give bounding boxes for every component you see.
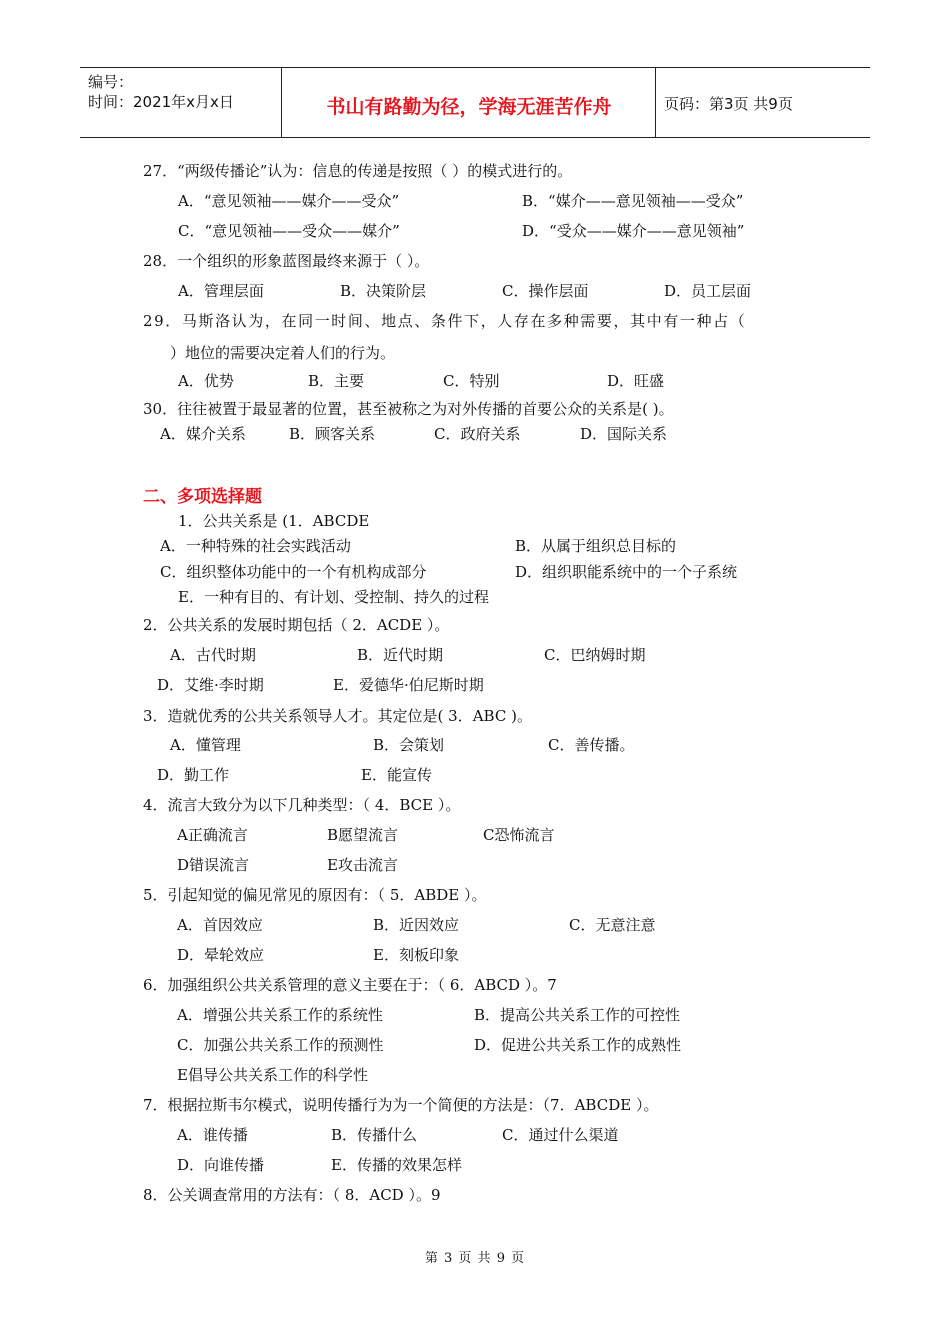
option-m6d: D．促进公共关系工作的成熟性 xyxy=(474,1036,682,1054)
option-m3b: B．会策划 xyxy=(373,736,445,754)
option-m4e: E攻击流言 xyxy=(327,856,398,874)
option-m3e: E．能宣传 xyxy=(361,766,432,784)
question-29: 29．马斯洛认为，在同一时间、地点、条件下，人存在多种需要，其中有一种占（ xyxy=(143,312,747,330)
question-30: 30．往往被置于最显著的位置，甚至被称之为对外传播的首要公众的关系是( )。 xyxy=(143,400,674,418)
option-m7b: B．传播什么 xyxy=(331,1126,418,1144)
option-m7e: E．传播的效果怎样 xyxy=(331,1156,462,1174)
header-motto: 书山有路勤为径，学海无涯苦作舟 xyxy=(326,96,612,118)
option-m1c: C．组织整体功能中的一个有机构成部分 xyxy=(160,563,427,581)
mq-8: 8．公关调查常用的方法有：（ 8．ACD ）。9 xyxy=(143,1186,441,1204)
serial-label: 编号： xyxy=(88,73,134,91)
option-m7d: D．向谁传播 xyxy=(177,1156,265,1174)
option-m5c: C．无意注意 xyxy=(569,916,656,934)
mq-4: 4．流言大致分为以下几种类型：（ 4．BCE ）。 xyxy=(143,796,461,814)
option-m1e: E．一种有目的、有计划、受控制、持久的过程 xyxy=(178,588,489,606)
option-29d: D．旺盛 xyxy=(607,372,665,390)
page-label: 页码：第3页 共9页 xyxy=(664,95,793,113)
question-27: 27．“两级传播论”认为：信息的传递是按照（ ）的模式进行的。 xyxy=(143,162,573,180)
mq-5: 5．引起知觉的偏见常见的原因有：（ 5．ABDE ）。 xyxy=(143,886,487,904)
option-m2e: E．爱德华·伯尼斯时期 xyxy=(333,676,484,694)
option-m2a: A．古代时期 xyxy=(170,646,256,664)
header-divider xyxy=(655,68,656,137)
option-29b: B．主要 xyxy=(308,372,365,390)
option-m1b: B．从属于组织总目标的 xyxy=(515,537,677,555)
option-m3d: D．勤工作 xyxy=(157,766,230,784)
option-28c: C．操作层面 xyxy=(502,282,589,300)
option-m7a: A．谁传播 xyxy=(177,1126,248,1144)
option-28b: B．决策阶层 xyxy=(340,282,427,300)
option-m5d: D．晕轮效应 xyxy=(177,946,265,964)
option-m6a: A．增强公共关系工作的系统性 xyxy=(177,1006,383,1024)
option-30b: B．顾客关系 xyxy=(289,425,376,443)
mq-3: 3．造就优秀的公共关系领导人才。其定位是( 3．ABC )。 xyxy=(143,707,532,725)
option-m2d: D．艾维·李时期 xyxy=(157,676,264,694)
option-m6e: E倡导公共关系工作的科学性 xyxy=(177,1066,368,1084)
option-m7c: C．通过什么渠道 xyxy=(502,1126,619,1144)
option-m5b: B．近因效应 xyxy=(373,916,460,934)
question-29-cont: ）地位的需要决定着人们的行为。 xyxy=(170,344,396,362)
section-title: 二、多项选择题 xyxy=(143,487,262,507)
option-28d: D．员工层面 xyxy=(664,282,752,300)
option-m3a: A．懂管理 xyxy=(170,736,241,754)
option-m1a: A．一种特殊的社会实践活动 xyxy=(160,537,351,555)
option-27c: C．“意见领袖——受众——媒介” xyxy=(178,222,400,240)
question-28: 28．一个组织的形象蓝图最终来源于（ ）。 xyxy=(143,252,430,270)
date-label: 时间：2021年x月x日 xyxy=(88,93,234,111)
option-29a: A．优势 xyxy=(178,372,234,390)
option-30c: C．政府关系 xyxy=(434,425,521,443)
option-m3c: C．善传播。 xyxy=(548,736,635,754)
option-30d: D．国际关系 xyxy=(580,425,668,443)
mq-7: 7．根据拉斯韦尔模式，说明传播行为为一个简便的方法是：（7．ABCDE ）。 xyxy=(143,1096,659,1114)
option-30a: A．媒介关系 xyxy=(160,425,246,443)
option-29c: C．特别 xyxy=(443,372,500,390)
header-meta xyxy=(88,72,234,112)
option-m4d: D错误流言 xyxy=(177,856,250,874)
option-m2b: B．近代时期 xyxy=(357,646,444,664)
mq-6: 6．加强组织公共关系管理的意义主要在于：（ 6．ABCD ）。7 xyxy=(143,976,557,994)
mq-1: 1．公共关系是 (1．ABCDE xyxy=(178,512,370,530)
option-27d: D．“受众——媒介——意见领袖” xyxy=(522,222,745,240)
option-m4a: A正确流言 xyxy=(177,826,248,844)
option-28a: A．管理层面 xyxy=(178,282,264,300)
option-m4b: B愿望流言 xyxy=(327,826,399,844)
option-m5a: A．首因效应 xyxy=(177,916,263,934)
option-m6c: C．加强公共关系工作的预测性 xyxy=(177,1036,384,1054)
option-m4c: C恐怖流言 xyxy=(483,826,555,844)
mq-2: 2．公共关系的发展时期包括（ 2．ACDE ）。 xyxy=(143,616,450,634)
option-m2c: C．巴纳姆时期 xyxy=(544,646,646,664)
page-header xyxy=(80,67,870,138)
option-27b: B．“媒介——意见领袖——受众” xyxy=(522,192,744,210)
option-27a: A．“意见领袖——媒介——受众” xyxy=(178,192,400,210)
option-m1d: D．组织职能系统中的一个子系统 xyxy=(515,563,738,581)
option-m5e: E．刻板印象 xyxy=(373,946,459,964)
page-footer: 第 3 页 共 9 页 xyxy=(424,1251,526,1266)
option-m6b: B．提高公共关系工作的可控性 xyxy=(474,1006,681,1024)
